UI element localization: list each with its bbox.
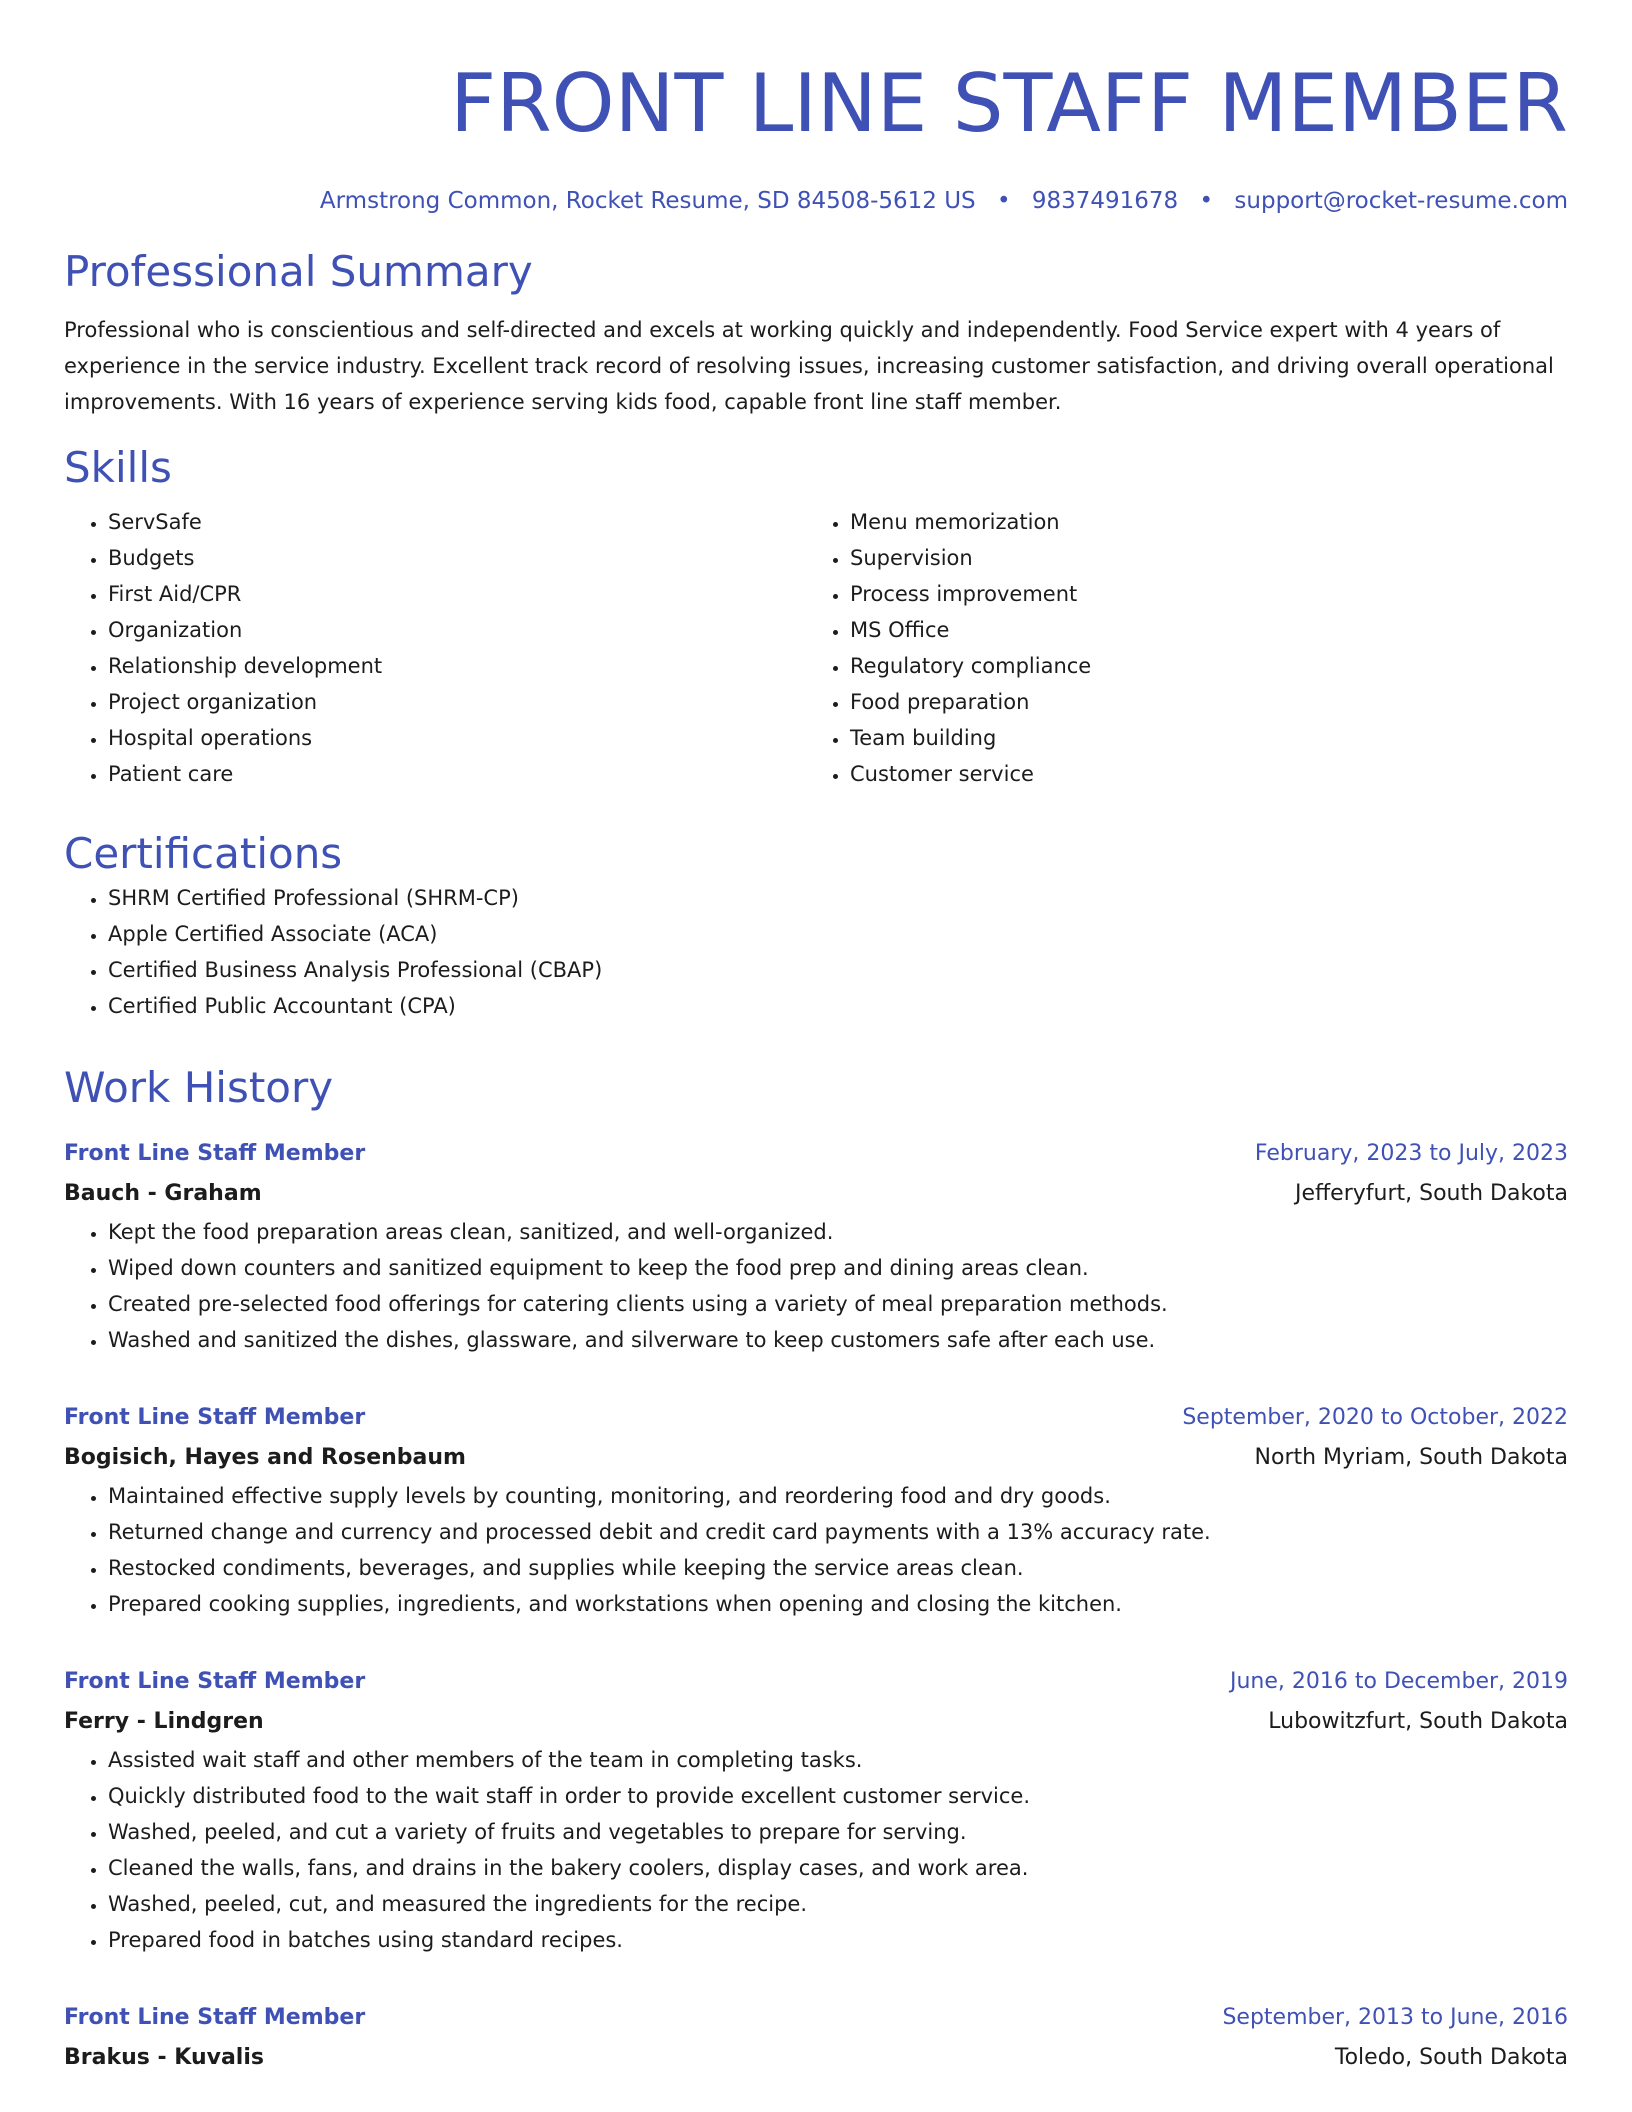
job-company-row [64,2038,1568,2078]
job-entry [64,1398,1568,1622]
contact-line [64,186,1568,216]
skill-item: • MS Office [850,612,1548,648]
contact-separator: • [996,188,1011,214]
skill-item: • ServSafe [108,504,806,540]
job-location: Jefferyfurt, South Dakota [1294,1181,1568,1206]
job-company: Brakus - Kuvalis [64,2045,264,2070]
skill-item: • Food preparation [850,684,1548,720]
skill-item: • Relationship development [108,648,806,684]
job-header-row [64,1398,1568,1438]
job-location: Toledo, South Dakota [1334,2045,1568,2070]
job-header-row [64,1134,1568,1174]
skill-item: • Process improvement [850,576,1548,612]
job-bullet: • Created pre-selected food offerings for catering clients using a variety of meal preparation methods. [108,1286,1568,1322]
job-entry [64,1998,1568,2078]
job-bullet: • Washed, peeled, and cut a variety of fruits and vegetables to prepare for serving. [108,1814,1568,1850]
contact-separator: • [1199,188,1214,214]
certifications-heading: Certifications [64,829,343,878]
certification-item: • Certified Public Accountant (CPA) [108,988,1568,1024]
contact-phone: 9837491678 [1031,188,1179,214]
skill-item: • Project organization [108,684,806,720]
job-company-row [64,1702,1568,1742]
job-role: Front Line Staff Member [64,1405,366,1430]
job-bullet: • Prepared cooking supplies, ingredients, and workstations when opening and closing the kitchen. [108,1586,1568,1622]
skills-column-left [64,504,806,792]
job-dates: June, 2016 to December, 2019 [1229,1669,1568,1694]
skill-item: • Patient care [108,756,806,792]
job-location: Lubowitzfurt, South Dakota [1268,1709,1568,1734]
job-bullet: • Returned change and currency and processed debit and credit card payments with a 13% accuracy rate. [108,1514,1568,1550]
job-role: Front Line Staff Member [64,1669,366,1694]
job-company-row [64,1174,1568,1214]
job-bullet: • Wiped down counters and sanitized equipment to keep the food prep and dining areas clean. [108,1250,1568,1286]
job-header-row [64,1998,1568,2038]
job-entry [64,1662,1568,1958]
work-history-heading: Work History [64,1063,334,1112]
resume-name: FRONT LINE STAFF MEMBER [450,57,1568,150]
job-entry [64,1134,1568,1358]
job-bullet: • Quickly distributed food to the wait staff in order to provide excellent customer service. [108,1778,1568,1814]
skill-item: • Budgets [108,540,806,576]
job-location: North Myriam, South Dakota [1254,1445,1568,1470]
skill-item: • Menu memorization [850,504,1548,540]
job-bullet: • Prepared food in batches using standard recipes. [108,1922,1568,1958]
skills-list-right [806,504,1548,792]
certification-item: • SHRM Certified Professional (SHRM-CP) [108,880,1568,916]
job-bullets [64,1742,1568,1958]
job-bullets [64,1478,1568,1622]
job-bullet: • Restocked condiments, beverages, and supplies while keeping the service areas clean. [108,1550,1568,1586]
skills-list-left [64,504,806,792]
job-company: Bauch - Graham [64,1181,262,1206]
skill-item: • First Aid/CPR [108,576,806,612]
job-company: Ferry - Lindgren [64,1709,264,1734]
contact-address: Armstrong Common, Rocket Resume, SD 84508-5612 US [319,188,976,214]
skill-item: • Regulatory compliance [850,648,1548,684]
summary-heading: Professional Summary [64,247,533,296]
job-bullet: • Assisted wait staff and other members of the team in completing tasks. [108,1742,1568,1778]
job-bullet: • Washed, peeled, cut, and measured the ingredients for the recipe. [108,1886,1568,1922]
job-bullet: • Washed and sanitized the dishes, glassware, and silverware to keep customers safe after each use. [108,1322,1568,1358]
skill-item: • Customer service [850,756,1548,792]
job-company: Bogisich, Hayes and Rosenbaum [64,1445,466,1470]
certifications-list [64,880,1568,1024]
job-dates: September, 2020 to October, 2022 [1182,1405,1568,1430]
contact-email[interactable]: support@rocket-resume.com [1234,188,1568,214]
summary-text: Professional who is conscientious and self-directed and excels at working quickly and independently. Food Service expert with 4 years of experience in the service industry. Excellent track record of resolving issues, increasing customer satisfaction, and driving overall operational improvements. With 16 years of experience serving kids food, capable front line staff member. [64,318,1554,414]
job-header-row [64,1662,1568,1702]
resume-page [64,0,1568,2078]
job-bullet: • Kept the food preparation areas clean, sanitized, and well-organized. [108,1214,1568,1250]
job-role: Front Line Staff Member [64,1141,366,1166]
skills-heading: Skills [64,443,172,492]
job-bullet: • Maintained effective supply levels by counting, monitoring, and reordering food and dry goods. [108,1478,1568,1514]
job-company-row [64,1438,1568,1478]
skill-item: • Hospital operations [108,720,806,756]
skills-grid [64,504,1568,792]
job-bullets [64,1214,1568,1358]
skills-column-right [806,504,1548,792]
job-bullet: • Cleaned the walls, fans, and drains in the bakery coolers, display cases, and work area. [108,1850,1568,1886]
certification-item: • Apple Certified Associate (ACA) [108,916,1568,952]
job-dates: September, 2013 to June, 2016 [1222,2005,1568,2030]
certification-item: • Certified Business Analysis Professional (CBAP) [108,952,1568,988]
skill-item: • Supervision [850,540,1548,576]
job-dates: February, 2023 to July, 2023 [1254,1141,1568,1166]
skill-item: • Organization [108,612,806,648]
job-role: Front Line Staff Member [64,2005,366,2030]
skill-item: • Team building [850,720,1548,756]
